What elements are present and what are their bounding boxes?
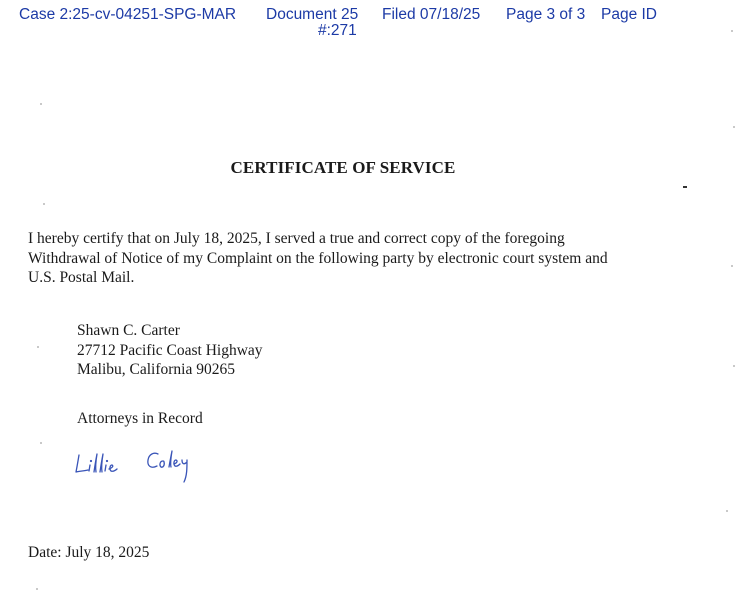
scan-speck <box>731 30 733 32</box>
court-header <box>0 6 742 40</box>
certification-paragraph <box>28 229 648 288</box>
recipient-name: Shawn C. Carter <box>77 322 180 339</box>
filed-date: Filed 07/18/25 <box>382 6 481 23</box>
recipient-city: Malibu, California 90265 <box>77 361 235 378</box>
scan-speck <box>731 265 733 267</box>
certificate-title: CERTIFICATE OF SERVICE <box>230 158 456 177</box>
page-count: Page 3 of 3 <box>506 6 586 23</box>
scan-speck <box>43 203 45 205</box>
scan-speck <box>733 365 735 367</box>
scan-speck <box>40 442 42 444</box>
recipient-street: 27712 Pacific Coast Highway <box>77 341 263 359</box>
paragraph-line: U.S. Postal Mail. <box>28 269 135 286</box>
attorneys-label: Attorneys in Record <box>77 410 203 427</box>
paragraph-line: I hereby certify that on July 18, 2025, I served a true and correct copy of the foregoing <box>28 230 565 247</box>
recipient-address <box>77 321 263 380</box>
paragraph-line: Withdrawal of Notice of my Complaint on the following party by electronic court system and <box>28 249 608 267</box>
scan-speck <box>733 126 735 128</box>
scan-speck <box>36 588 38 590</box>
scan-speck <box>40 103 42 105</box>
document-number: Document 25 <box>266 6 359 23</box>
signature-date: Date: July 18, 2025 <box>28 544 150 561</box>
case-number: Case 2:25-cv-04251-SPG-MAR <box>19 6 237 23</box>
scan-speck <box>37 346 39 348</box>
page-id-label: Page ID <box>601 6 658 23</box>
scan-mark <box>683 186 687 188</box>
scan-speck <box>726 510 728 512</box>
handwritten-signature <box>70 445 210 490</box>
page-id-number: #:271 <box>318 22 357 39</box>
